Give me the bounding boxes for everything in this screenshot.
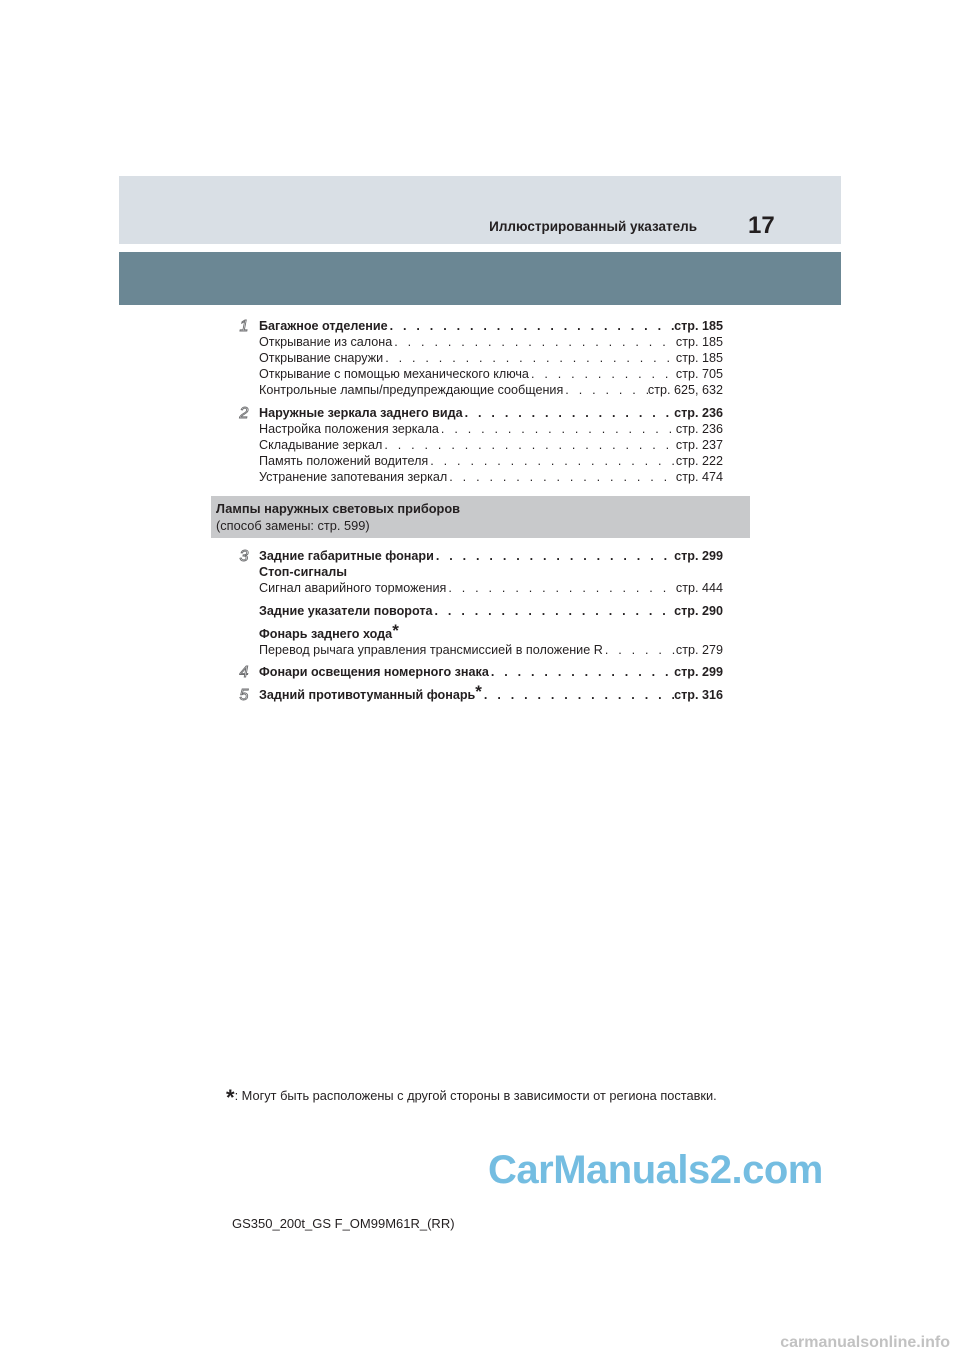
footnote [226, 1080, 766, 1110]
entry-page[interactable]: стр. 316 [674, 688, 723, 702]
entry-page[interactable]: стр. 236 [674, 406, 723, 420]
section-title: Иллюстрированный указатель [489, 219, 697, 234]
entry-page[interactable]: стр. 444 [675, 581, 723, 595]
entry-label: Наружные зеркала заднего вида [259, 406, 463, 420]
watermark-site: carmanualsonline.info [780, 1334, 950, 1351]
entry-page[interactable]: стр. 705 [675, 367, 723, 381]
entry-page[interactable]: стр. 279 [675, 643, 723, 657]
index-entry [259, 334, 723, 351]
dot-leader [392, 334, 676, 351]
dot-leader [489, 664, 674, 681]
entry-page[interactable]: стр. 236 [675, 422, 723, 436]
watermark-logo: CarManuals2.com [488, 1148, 823, 1192]
manual-code: GS350_200t_GS F_OM99M61R_(RR) [232, 1216, 455, 1231]
index-entry [259, 642, 723, 659]
entry-label: Фонари освещения номерного знака [259, 665, 489, 679]
entry-label: Открывание снаружи [259, 351, 384, 365]
entry-label: Настройка положения зеркала [259, 422, 439, 436]
index-entry [259, 469, 723, 486]
entry-label: Стоп-сигналы [259, 565, 347, 579]
entry-label: Задние габаритные фонари [259, 549, 434, 563]
index-entry [259, 421, 723, 438]
dot-leader [439, 421, 676, 438]
index-entry [259, 437, 723, 454]
index-entry [259, 405, 723, 422]
index-entry [259, 564, 723, 581]
lamps-subtitle: (способ замены: стр. 599) [216, 518, 370, 533]
dot-leader [446, 580, 676, 597]
dot-leader [563, 382, 648, 399]
dot-leader [603, 642, 676, 659]
entry-page[interactable]: стр. 474 [675, 470, 723, 484]
entry-label: Складывание зеркал [259, 438, 383, 452]
dot-leader [434, 548, 674, 565]
dot-leader [433, 603, 675, 620]
page-number: 17 [748, 212, 775, 239]
entry-label: Перевод рычага управления трансмиссией в положение R [259, 643, 603, 657]
index-entry [259, 603, 723, 620]
entry-label: Задний противотуманный фонарь [259, 688, 476, 702]
entry-label: Устранение запотевания зеркал [259, 470, 448, 484]
entry-label: Багажное отделение [259, 319, 388, 333]
dot-leader [388, 318, 675, 335]
lamps-heading-box [211, 496, 750, 538]
dot-leader [482, 687, 674, 704]
entry-page[interactable]: стр. 222 [675, 454, 723, 468]
entry-label: Фонарь заднего хода [259, 627, 393, 641]
entry-page[interactable]: стр. 185 [675, 335, 723, 349]
entry-page[interactable]: стр. 290 [674, 604, 723, 618]
entry-page[interactable]: стр. 299 [674, 665, 723, 679]
entry-page[interactable]: стр. 237 [675, 438, 723, 452]
entry-label: Задние указатели поворота [259, 604, 433, 618]
entry-page[interactable]: стр. 299 [674, 549, 723, 563]
entry-label: Контрольные лампы/предупреждающие сообщения [259, 383, 564, 397]
entry-page[interactable]: стр. 625, 632 [647, 383, 723, 397]
index-entry: Задний противотуманный фонарь * . . . стр. 316 [259, 687, 723, 704]
index-entry [259, 664, 723, 681]
index-entry [259, 318, 723, 335]
entry-label: Открывание из салона [259, 335, 393, 349]
index-entry [259, 580, 723, 597]
index-entry [259, 453, 723, 470]
entry-page[interactable]: стр. 185 [674, 319, 723, 333]
index-entry [259, 366, 723, 383]
entry-page[interactable]: стр. 185 [675, 351, 723, 365]
dot-leader [463, 405, 674, 422]
dot-leader [529, 366, 676, 383]
callout-number-5: 5 [239, 687, 249, 704]
entry-label: Сигнал аварийного торможения [259, 581, 447, 595]
entry-label: Открывание с помощью механического ключа [259, 367, 529, 381]
dot-leader [382, 437, 676, 454]
callout-number-2: 2 [239, 405, 249, 422]
lamps-title: Лампы наружных световых приборов [216, 501, 461, 516]
index-entry [259, 548, 723, 565]
footnote-text: : Могут быть расположены с другой стороны в зависимости от региона поставки. [234, 1088, 717, 1103]
dot-leader [428, 453, 676, 470]
footnote-asterisk: * [226, 1085, 235, 1110]
callout-number-1: 1 [239, 318, 249, 335]
dot-leader [383, 350, 676, 367]
index-entry [259, 382, 723, 399]
entry-label: Память положений водителя [259, 454, 429, 468]
callout-number-3: 3 [239, 548, 249, 565]
index-entry: Фонарь заднего хода * [259, 621, 399, 641]
callout-number-4: 4 [239, 664, 249, 681]
index-entry [259, 350, 723, 367]
dot-leader [447, 469, 676, 486]
